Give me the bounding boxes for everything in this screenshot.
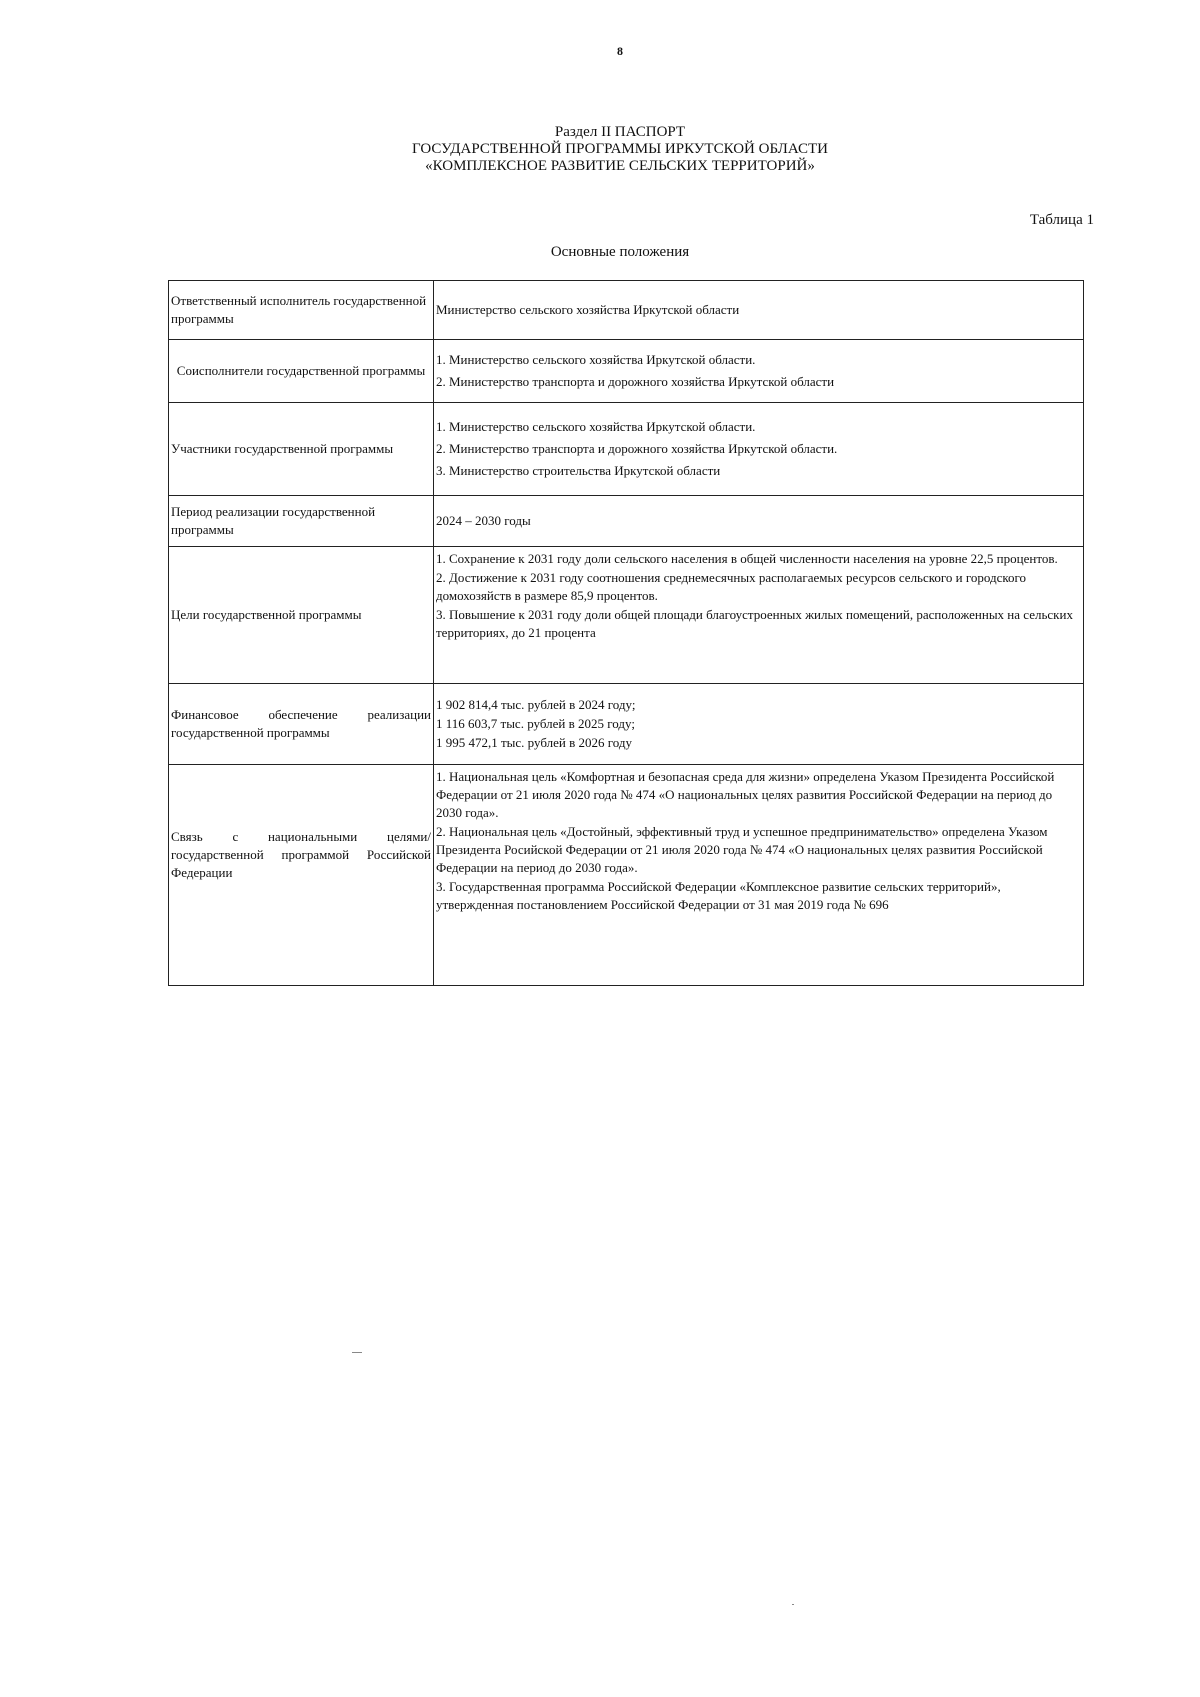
- value-line: 3. Повышение к 2031 году доли общей площади благоустроенных жилых помещений, расположенных на сельских территориях, до 21 процента: [436, 607, 1073, 640]
- row-value: [434, 765, 1084, 986]
- value-line: 1. Министерство сельского хозяйства Иркутской области.: [436, 419, 756, 434]
- row-label: Цели государственной программы: [169, 547, 434, 684]
- table-label: Таблица 1: [1029, 212, 1094, 228]
- row-value: [434, 496, 1084, 547]
- row-label: Финансовое обеспечение реализации государственной программы: [169, 684, 434, 765]
- scan-speck: [792, 1604, 794, 1605]
- table-row: [169, 496, 1084, 547]
- table-row: [169, 281, 1084, 340]
- row-label: Ответственный исполнитель государственной программы: [169, 281, 434, 340]
- table-row: [169, 684, 1084, 765]
- table-row: [169, 403, 1084, 496]
- value-line: 1. Министерство сельского хозяйства Иркутской области.: [436, 352, 756, 367]
- row-value: [434, 281, 1084, 340]
- row-value: [434, 340, 1084, 403]
- value-line: 1. Национальная цель «Комфортная и безопасная среда для жизни» определена Указом Президента Российской Федерации от 21 июля 2020 года № 474 «О национальных целях развития Российской Федерации на период до 2030 года».: [436, 769, 1055, 820]
- page-number: 8: [617, 44, 623, 58]
- row-value: [434, 403, 1084, 496]
- value-line: 1 995 472,1 тыс. рублей в 2026 году: [436, 735, 632, 750]
- value-line: Министерство сельского хозяйства Иркутской области: [436, 302, 740, 317]
- heading-line-2: ГОСУДАРСТВЕННОЙ ПРОГРАММЫ ИРКУТСКОЙ ОБЛАСТИ: [412, 141, 828, 157]
- value-line: 3. Министерство строительства Иркутской области: [436, 463, 721, 478]
- value-line: 2. Национальная цель «Достойный, эффективный труд и успешное предпринимательство» определена Указом Президента Росийской Федерации от 21 июля 2020 года № 474 «О национальных целях развития Российской Федерации на период до 2030 года».: [436, 824, 1048, 875]
- scan-speck: [352, 1352, 362, 1353]
- passport-table: [168, 280, 1084, 986]
- row-label: Соисполнители государственной программы: [169, 340, 434, 403]
- value-line: 2. Достижение к 2031 году соотношения среднемесячных располагаемых ресурсов сельского и городского домохозяйств в размере 85,9 процентов.: [436, 570, 1027, 603]
- value-line: 2. Министерство транспорта и дорожного хозяйства Иркутской области.: [436, 441, 838, 456]
- table-row: [169, 765, 1084, 986]
- heading-line-3: «КОМПЛЕКСНОЕ РАЗВИТИЕ СЕЛЬСКИХ ТЕРРИТОРИЙ»: [425, 158, 815, 174]
- document-heading: [0, 124, 1200, 175]
- value-line: 1 902 814,4 тыс. рублей в 2024 году;: [436, 697, 636, 712]
- table-row: [169, 547, 1084, 684]
- table-caption: Основные положения: [550, 244, 690, 260]
- row-label: Период реализации государственной программы: [169, 496, 434, 547]
- row-label: Связь с национальными целями/ государственной программой Российской Федерации: [169, 765, 434, 986]
- row-value: [434, 547, 1084, 684]
- value-line: 1 116 603,7 тыс. рублей в 2025 году;: [436, 716, 635, 731]
- table-row: [169, 340, 1084, 403]
- value-line: 2. Министерство транспорта и дорожного хозяйства Иркутской области: [436, 374, 835, 389]
- row-label: Участники государственной программы: [169, 403, 434, 496]
- value-line: 3. Государственная программа Российской Федерации «Комплексное развитие сельских территорий», утвержденная постановлением Российской Федерации от 31 мая 2019 года № 696: [436, 879, 1001, 912]
- row-value: [434, 684, 1084, 765]
- heading-line-1: Раздел II ПАСПОРТ: [554, 124, 686, 140]
- value-line: 1. Сохранение к 2031 году доли сельского населения в общей численности населения на уровне 22,5 процентов.: [436, 551, 1058, 566]
- value-line: 2024 – 2030 годы: [436, 513, 531, 528]
